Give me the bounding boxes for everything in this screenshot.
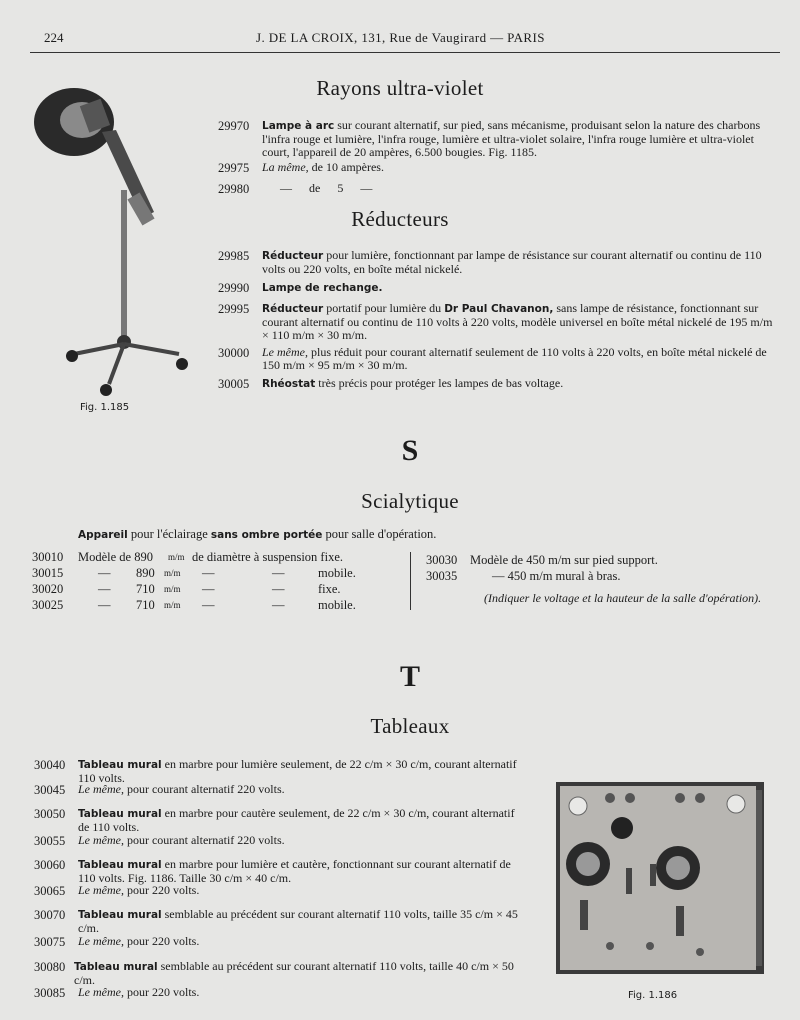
- switch-icon: [676, 906, 684, 936]
- item-code: 30005: [218, 377, 250, 391]
- switch-icon: [580, 900, 588, 930]
- lamp-leg: [109, 344, 124, 384]
- item-code: 29995: [218, 302, 250, 316]
- item-description: Lampe de rechange.: [262, 282, 383, 294]
- lamp-caster: [66, 350, 78, 362]
- item-description: Tableau mural semblable au précédent sur courant alternatif 110 volts, taille 40 c/m × 50 c/m.: [74, 959, 514, 987]
- item-code: 30070: [34, 908, 66, 922]
- lamp-caster: [176, 358, 188, 370]
- figure-caption-1185: Fig. 1.185: [80, 402, 130, 413]
- item-description: — de 5 —: [280, 181, 373, 195]
- section-title-uv: Rayons ultra-violet: [316, 76, 484, 100]
- item-code: 30065: [34, 884, 66, 898]
- item-description: Le même, pour courant alternatif 220 volts.: [78, 833, 285, 847]
- item-description: Lampe à arc sur courant alternatif, sur pied, sans mécanisme, produisant selon la nature des charbons l'infra rouge et lumière, l'infra rouge, lumière et ultra-violet solaire, l'infra rouge lumière et ultra-violet court, l'appareil de 20 ampères, 6.500 bougies. Fig. 1185.: [262, 118, 761, 159]
- item-description: La même, de 10 ampères.: [262, 160, 384, 174]
- page-number: 224: [44, 30, 64, 45]
- item-code: 30085: [34, 986, 66, 1000]
- item-description: Réducteur pour lumière, fonctionnant par lampe de résistance sur courant alternatif ou continu de 110 volts ou 220 volts, en boîte métal nickelé.: [262, 248, 762, 276]
- item-code: 30040: [34, 758, 66, 772]
- item-code: 29970: [218, 119, 250, 133]
- item-description: Le même, pour 220 volts.: [78, 934, 200, 948]
- item-description: Le même, pour 220 volts.: [78, 883, 200, 897]
- fuse-icon: [569, 797, 587, 815]
- item-description: Le même, plus réduit pour courant alternatif seulement de 110 volts à 220 volts, en boîte métal nickelé de 150 m/m × 95 m/m × 30 m/m.: [262, 345, 767, 372]
- header-rule: [30, 52, 780, 53]
- scialytique-intro: Appareil pour l'éclairage sans ombre portée pour salle d'opération.: [78, 527, 437, 541]
- item-description: Rhéostat très précis pour protéger les lampes de bas voltage.: [262, 376, 564, 390]
- wall-board-illustration: [550, 776, 774, 980]
- item-description: Tableau mural semblable au précédent sur courant alternatif 110 volts, taille 35 c/m × 45 c/m.: [78, 907, 518, 935]
- arc-lamp-illustration: [24, 82, 204, 402]
- item-code: 30045: [34, 783, 66, 797]
- item-code: 30050: [34, 807, 66, 821]
- item-description: Le même, pour 220 volts.: [78, 985, 200, 999]
- item-code: 29990: [218, 281, 250, 295]
- section-title-tableaux: Tableaux: [370, 714, 450, 738]
- running-header: J. DE LA CROIX, 131, Rue de Vaugirard — PARIS: [256, 30, 545, 45]
- lamp-leg: [124, 344, 179, 354]
- item-description: Le même, pour courant alternatif 220 volts.: [78, 782, 285, 796]
- item-description: Tableau mural en marbre pour lumière seulement, de 22 c/m × 30 c/m, courant alternatif 110 volts.: [78, 757, 517, 785]
- item-description: Réducteur portatif pour lumière du Dr Paul Chavanon, sans lampe de résistance, fonctionnant sur courant alternatif ou continu de 110 volts à 220 volts, modèle universel en boîte métal nickelé de 195 m/m × 110 m/m × 30 m/m.: [262, 301, 773, 342]
- item-code: 29985: [218, 249, 250, 263]
- section-letter-t: T: [399, 660, 420, 693]
- item-code: 29980: [218, 182, 250, 196]
- lamp-socket-icon: [611, 817, 633, 839]
- item-code: 30060: [34, 858, 66, 872]
- section-title-scialytique: Scialytique: [361, 489, 459, 513]
- section-title-reducteurs: Réducteurs: [351, 207, 449, 231]
- item-code: 30055: [34, 834, 66, 848]
- item-code: 30080: [34, 960, 66, 974]
- figure-caption-1186: Fig. 1.186: [628, 990, 678, 1001]
- lamp-caster: [100, 384, 112, 396]
- fuse-icon: [727, 795, 745, 813]
- lamp-leg: [74, 344, 124, 354]
- item-code: 29975: [218, 161, 250, 175]
- item-code: 30000: [218, 346, 250, 360]
- item-description: Tableau mural en marbre pour lumière et cautère, fonctionnant sur courant alternatif de 110 volts. Fig. 1186. Taille 30 c/m × 40 c/m.: [78, 857, 511, 885]
- scialytique-note: (Indiquer le voltage et la hauteur de la salle d'opération).: [484, 591, 762, 605]
- item-code: 30075: [34, 935, 66, 949]
- column-divider: [410, 552, 411, 610]
- section-letter-s: S: [401, 434, 419, 467]
- item-description: Tableau mural en marbre pour cautère seulement, de 22 c/m × 30 c/m, courant alternatif de 110 volts.: [78, 806, 515, 834]
